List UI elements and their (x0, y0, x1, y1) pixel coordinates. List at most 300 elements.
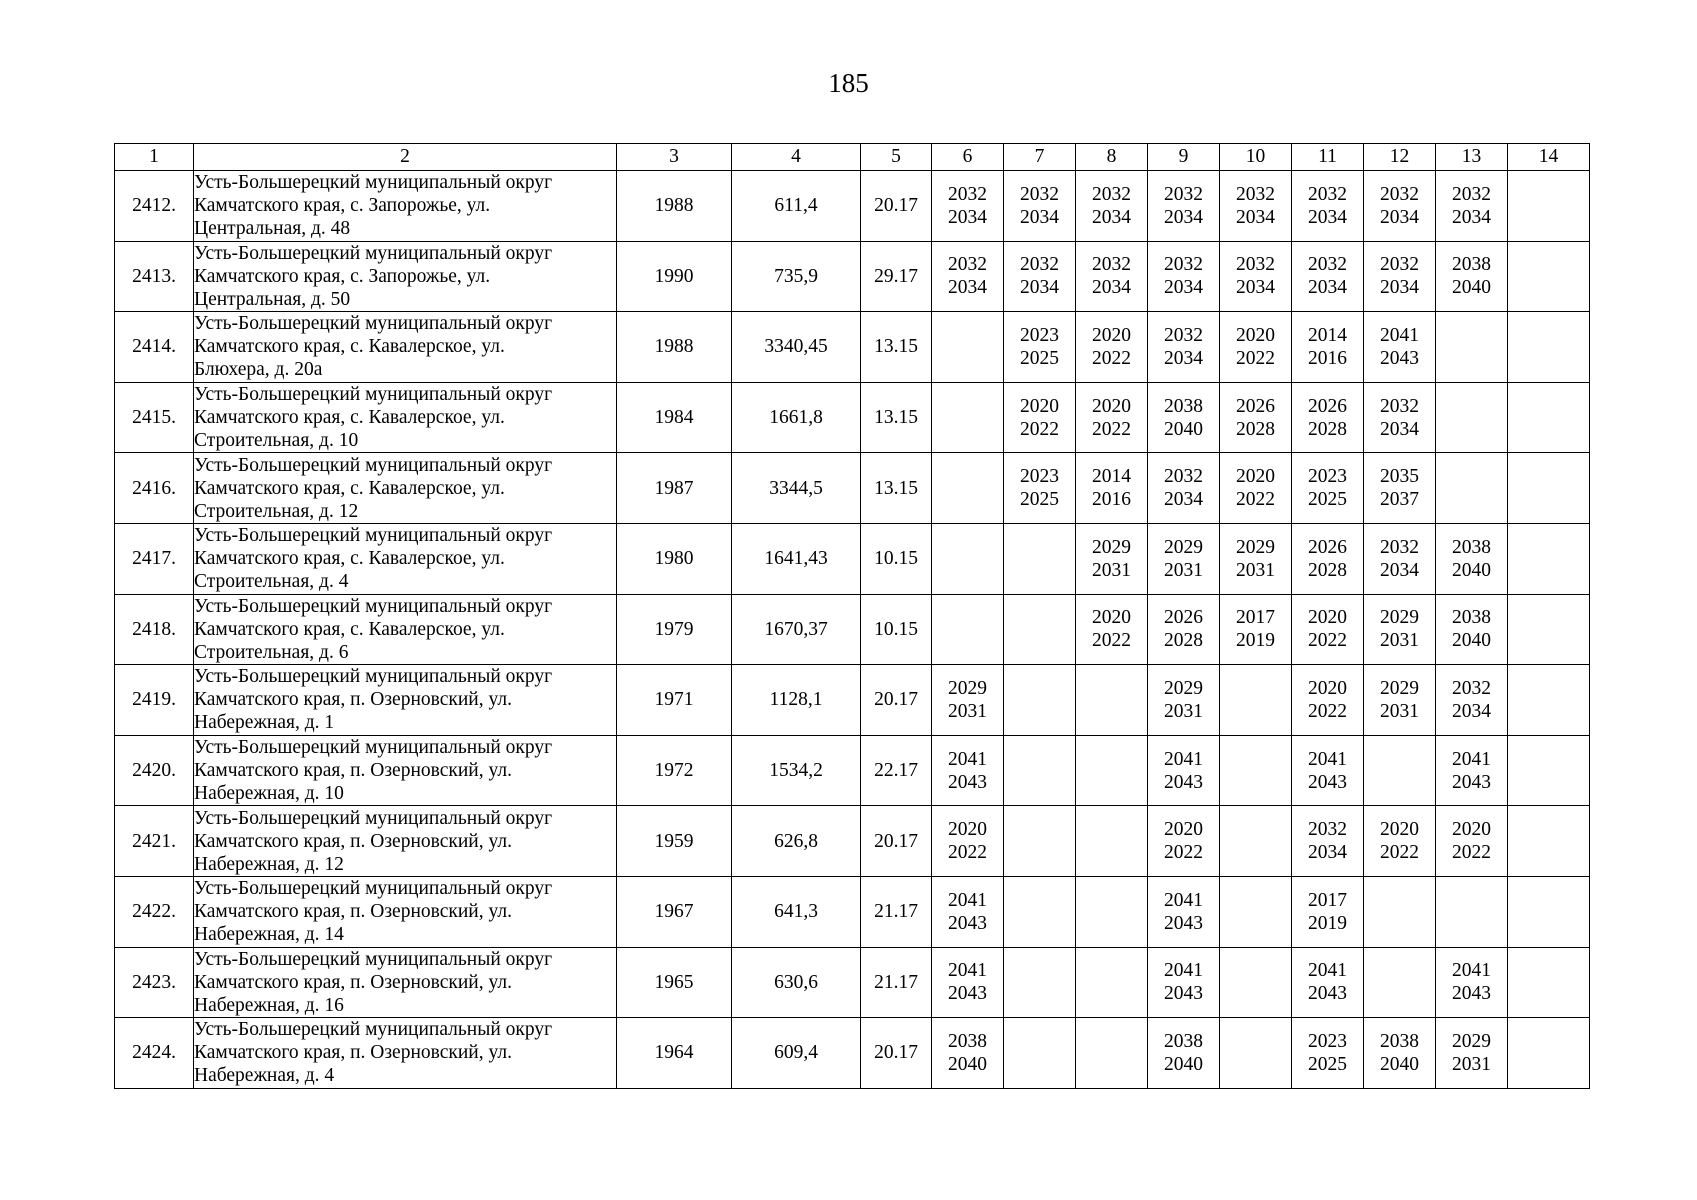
address-line: Камчатского края, п. Озерновский, ул. (194, 971, 512, 993)
period-cell (1004, 594, 1076, 665)
period-start: 2041 (1164, 889, 1203, 911)
address-line: Усть-Большерецкий муниципальный округ (194, 242, 553, 264)
period-cell (1436, 876, 1508, 947)
area-cell: 1641,43 (732, 523, 861, 594)
period-cell (1220, 665, 1292, 736)
address-line: Камчатского края, п. Озерновский, ул. (194, 830, 512, 852)
address-cell (194, 594, 617, 665)
period-cell (1292, 735, 1364, 806)
period-end: 2034 (948, 206, 987, 228)
period-start: 2020 (1380, 819, 1419, 841)
address-line: Камчатского края, с. Кавалерское, ул. (194, 407, 505, 429)
address-line: Набережная, д. 1 (194, 712, 335, 734)
period-start: 2032 (1452, 677, 1491, 699)
period-cell (1220, 523, 1292, 594)
period-end: 2022 (1020, 418, 1059, 440)
address-cell (194, 735, 617, 806)
period-end: 2034 (1308, 206, 1347, 228)
year-cell: 1972 (617, 735, 732, 806)
period-cell (1364, 665, 1436, 736)
period-end: 2040 (1164, 418, 1203, 440)
period-start: 2023 (1020, 466, 1059, 488)
period-start: 2041 (1308, 748, 1347, 770)
period-cell (1076, 241, 1148, 312)
code-cell: 10.15 (861, 594, 932, 665)
period-end: 2043 (948, 983, 987, 1005)
address-line: Центральная, д. 48 (194, 218, 351, 240)
address-line: Усть-Большерецкий муниципальный округ (194, 454, 553, 476)
address-cell (194, 806, 617, 877)
code-cell: 20.17 (861, 171, 932, 242)
period-end: 2034 (1380, 559, 1419, 581)
period-end: 2034 (1236, 206, 1275, 228)
period-cell (1148, 947, 1220, 1018)
period-cell (1076, 735, 1148, 806)
period-cell (1436, 453, 1508, 524)
period-cell (1364, 735, 1436, 806)
period-end: 2043 (1308, 983, 1347, 1005)
period-cell (932, 382, 1004, 453)
period-cell (1508, 806, 1590, 877)
period-cell (1364, 453, 1436, 524)
period-end: 2040 (1164, 1053, 1203, 1075)
period-cell (1148, 382, 1220, 453)
period-cell (1436, 947, 1508, 1018)
area-cell: 3340,45 (732, 312, 861, 383)
year-cell: 1988 (617, 312, 732, 383)
address-line: Усть-Большерецкий муниципальный округ (194, 172, 553, 194)
period-cell (1004, 1018, 1076, 1089)
period-cell (932, 523, 1004, 594)
period-start: 2038 (1452, 254, 1491, 276)
period-start: 2032 (1236, 183, 1275, 205)
period-cell (932, 947, 1004, 1018)
period-cell (932, 171, 1004, 242)
code-cell: 21.17 (861, 947, 932, 1018)
period-end: 2034 (1020, 206, 1059, 228)
table-body (115, 171, 1590, 1089)
period-cell (1004, 523, 1076, 594)
period-cell (1004, 806, 1076, 877)
address-line: Усть-Большерецкий муниципальный округ (194, 595, 553, 617)
period-end: 2016 (1308, 347, 1347, 369)
period-cell (1436, 594, 1508, 665)
period-end: 2025 (1308, 489, 1347, 511)
address-line: Камчатского края, с. Кавалерское, ул. (194, 336, 505, 358)
period-end: 2034 (1236, 277, 1275, 299)
period-start: 2032 (1236, 254, 1275, 276)
period-cell (1292, 665, 1364, 736)
period-start: 2020 (1092, 395, 1131, 417)
period-start: 2017 (1236, 607, 1275, 629)
address-cell (194, 523, 617, 594)
address-line: Строительная, д. 4 (194, 571, 349, 593)
period-cell (1220, 241, 1292, 312)
address-line: Камчатского края, п. Озерновский, ул. (194, 760, 512, 782)
period-start: 2029 (1164, 536, 1203, 558)
table-row (115, 947, 1590, 1018)
address-line: Набережная, д. 12 (194, 853, 344, 875)
area-cell: 611,4 (732, 171, 861, 242)
period-cell (1220, 806, 1292, 877)
area-cell: 609,4 (732, 1018, 861, 1089)
period-start: 2032 (1164, 324, 1203, 346)
period-start: 2041 (1308, 960, 1347, 982)
period-cell (1148, 171, 1220, 242)
period-cell (1004, 241, 1076, 312)
address-cell (194, 947, 617, 1018)
row-number: 2416. (115, 453, 194, 524)
address-line: Усть-Большерецкий муниципальный округ (194, 313, 553, 335)
period-cell (1076, 523, 1148, 594)
period-cell (1292, 1018, 1364, 1089)
period-cell (1220, 594, 1292, 665)
period-cell (932, 1018, 1004, 1089)
period-start: 2029 (1452, 1030, 1491, 1052)
period-start: 2029 (1092, 536, 1131, 558)
address-line: Строительная, д. 6 (194, 641, 349, 663)
period-cell (932, 876, 1004, 947)
address-line: Усть-Большерецкий муниципальный округ (194, 666, 553, 688)
period-cell (1220, 171, 1292, 242)
column-header: 1 (115, 144, 194, 171)
period-start: 2032 (1164, 254, 1203, 276)
period-cell (1508, 876, 1590, 947)
code-cell: 13.15 (861, 453, 932, 524)
table-row (115, 1018, 1590, 1089)
code-cell: 21.17 (861, 876, 932, 947)
period-cell (1220, 312, 1292, 383)
period-cell (1436, 735, 1508, 806)
period-cell (1004, 735, 1076, 806)
column-header: 5 (861, 144, 932, 171)
period-cell (1004, 947, 1076, 1018)
period-cell (1220, 876, 1292, 947)
period-cell (1436, 382, 1508, 453)
period-end: 2019 (1236, 630, 1275, 652)
period-end: 2040 (948, 1053, 987, 1075)
period-cell (1292, 453, 1364, 524)
period-cell (1004, 382, 1076, 453)
area-cell: 1661,8 (732, 382, 861, 453)
period-end: 2043 (1452, 771, 1491, 793)
period-start: 2038 (1164, 1030, 1203, 1052)
code-cell: 29.17 (861, 241, 932, 312)
period-start: 2041 (948, 748, 987, 770)
period-cell (1508, 312, 1590, 383)
address-line: Камчатского края, с. Кавалерское, ул. (194, 477, 505, 499)
area-cell: 1534,2 (732, 735, 861, 806)
period-cell (1508, 1018, 1590, 1089)
period-start: 2020 (1236, 324, 1275, 346)
row-number: 2422. (115, 876, 194, 947)
area-cell: 735,9 (732, 241, 861, 312)
period-cell (1292, 806, 1364, 877)
period-end: 2034 (1380, 418, 1419, 440)
period-cell (1148, 523, 1220, 594)
period-cell (1076, 312, 1148, 383)
area-cell: 630,6 (732, 947, 861, 1018)
period-start: 2032 (1308, 819, 1347, 841)
period-cell (1364, 523, 1436, 594)
address-line: Камчатского края, с. Кавалерское, ул. (194, 618, 505, 640)
period-end: 2034 (1020, 277, 1059, 299)
column-header: 3 (617, 144, 732, 171)
period-end: 2028 (1164, 630, 1203, 652)
period-cell (1076, 876, 1148, 947)
period-cell (1292, 171, 1364, 242)
table-row (115, 241, 1590, 312)
period-cell (932, 594, 1004, 665)
period-start: 2020 (1092, 324, 1131, 346)
area-cell: 626,8 (732, 806, 861, 877)
period-end: 2043 (1452, 983, 1491, 1005)
period-cell (1508, 735, 1590, 806)
area-cell: 1670,37 (732, 594, 861, 665)
period-cell (1364, 806, 1436, 877)
period-cell (1292, 523, 1364, 594)
area-cell: 3344,5 (732, 453, 861, 524)
year-cell: 1965 (617, 947, 732, 1018)
column-header: 11 (1292, 144, 1364, 171)
period-cell (1076, 594, 1148, 665)
period-start: 2020 (1020, 395, 1059, 417)
period-start: 2020 (1308, 607, 1347, 629)
row-number: 2421. (115, 806, 194, 877)
period-cell (1436, 523, 1508, 594)
period-cell (1004, 876, 1076, 947)
period-start: 2029 (1380, 607, 1419, 629)
year-cell: 1987 (617, 453, 732, 524)
period-start: 2041 (1452, 748, 1491, 770)
period-cell (1076, 665, 1148, 736)
period-start: 2032 (1380, 536, 1419, 558)
period-cell (1508, 594, 1590, 665)
row-number: 2413. (115, 241, 194, 312)
period-cell (1364, 312, 1436, 383)
row-number: 2423. (115, 947, 194, 1018)
column-header: 12 (1364, 144, 1436, 171)
period-end: 2022 (1164, 842, 1203, 864)
period-end: 2028 (1308, 418, 1347, 440)
address-cell (194, 312, 617, 383)
code-cell: 22.17 (861, 735, 932, 806)
period-cell (1148, 1018, 1220, 1089)
code-cell: 10.15 (861, 523, 932, 594)
period-end: 2040 (1452, 277, 1491, 299)
column-header: 6 (932, 144, 1004, 171)
period-start: 2032 (948, 183, 987, 205)
period-start: 2038 (1164, 395, 1203, 417)
year-cell: 1967 (617, 876, 732, 947)
period-end: 2028 (1308, 559, 1347, 581)
address-line: Усть-Большерецкий муниципальный округ (194, 807, 553, 829)
table-row (115, 382, 1590, 453)
period-cell (1148, 312, 1220, 383)
period-start: 2026 (1308, 395, 1347, 417)
code-cell: 20.17 (861, 665, 932, 736)
period-end: 2040 (1380, 1053, 1419, 1075)
period-cell (1364, 382, 1436, 453)
address-cell (194, 453, 617, 524)
period-cell (1364, 171, 1436, 242)
address-cell (194, 241, 617, 312)
address-line: Центральная, д. 50 (194, 288, 351, 310)
period-cell (1076, 171, 1148, 242)
area-cell: 641,3 (732, 876, 861, 947)
period-end: 2034 (1164, 347, 1203, 369)
period-end: 2034 (1452, 700, 1491, 722)
address-line: Камчатского края, с. Запорожье, ул. (194, 265, 491, 287)
column-header: 13 (1436, 144, 1508, 171)
period-start: 2041 (948, 960, 987, 982)
period-end: 2043 (948, 771, 987, 793)
address-line: Камчатского края, п. Озерновский, ул. (194, 901, 512, 923)
period-cell (1292, 241, 1364, 312)
period-start: 2020 (1452, 819, 1491, 841)
period-end: 2037 (1380, 489, 1419, 511)
table-row (115, 171, 1590, 242)
year-cell: 1980 (617, 523, 732, 594)
row-number: 2418. (115, 594, 194, 665)
period-start: 2029 (1380, 677, 1419, 699)
period-start: 2032 (1020, 183, 1059, 205)
period-end: 2016 (1092, 489, 1131, 511)
period-cell (1076, 806, 1148, 877)
period-cell (1364, 947, 1436, 1018)
period-cell (1004, 453, 1076, 524)
period-end: 2022 (1452, 842, 1491, 864)
period-end: 2034 (1092, 277, 1131, 299)
row-number: 2419. (115, 665, 194, 736)
address-line: Усть-Большерецкий муниципальный округ (194, 1019, 553, 1041)
address-cell (194, 1018, 617, 1089)
address-line: Строительная, д. 10 (194, 430, 359, 452)
table-row (115, 665, 1590, 736)
period-end: 2043 (1164, 912, 1203, 934)
period-start: 2038 (1452, 607, 1491, 629)
period-end: 2034 (1308, 842, 1347, 864)
address-cell (194, 876, 617, 947)
period-start: 2032 (1452, 183, 1491, 205)
period-start: 2038 (948, 1030, 987, 1052)
period-end: 2043 (1164, 983, 1203, 1005)
address-line: Набережная, д. 4 (194, 1065, 335, 1087)
period-start: 2041 (1164, 748, 1203, 770)
period-cell (1436, 1018, 1508, 1089)
period-end: 2022 (1092, 347, 1131, 369)
period-cell (1508, 665, 1590, 736)
period-end: 2043 (948, 912, 987, 934)
row-number: 2412. (115, 171, 194, 242)
table-row (115, 594, 1590, 665)
period-end: 2031 (1164, 700, 1203, 722)
address-line: Блюхера, д. 20а (194, 359, 323, 381)
period-end: 2031 (1164, 559, 1203, 581)
period-end: 2034 (1308, 277, 1347, 299)
address-line: Усть-Большерецкий муниципальный округ (194, 525, 553, 547)
year-cell: 1984 (617, 382, 732, 453)
period-cell (1220, 453, 1292, 524)
address-cell (194, 382, 617, 453)
page-number: 185 (828, 68, 869, 98)
period-start: 2023 (1308, 1030, 1347, 1052)
period-cell (1364, 594, 1436, 665)
header-row (115, 144, 1590, 171)
period-end: 2034 (948, 277, 987, 299)
period-start: 2032 (1020, 254, 1059, 276)
period-end: 2022 (1236, 347, 1275, 369)
area-cell: 1128,1 (732, 665, 861, 736)
year-cell: 1979 (617, 594, 732, 665)
period-cell (1436, 171, 1508, 242)
period-cell (1292, 594, 1364, 665)
row-number: 2414. (115, 312, 194, 383)
period-end: 2043 (1308, 771, 1347, 793)
row-number: 2417. (115, 523, 194, 594)
registry-table (114, 143, 1590, 1089)
period-end: 2034 (1092, 206, 1131, 228)
address-line: Набережная, д. 10 (194, 783, 344, 805)
period-start: 2029 (1164, 677, 1203, 699)
period-cell (1148, 735, 1220, 806)
period-start: 2041 (948, 889, 987, 911)
table-row (115, 735, 1590, 806)
row-number: 2420. (115, 735, 194, 806)
period-cell (1436, 312, 1508, 383)
period-cell (1076, 453, 1148, 524)
period-end: 2040 (1452, 630, 1491, 652)
address-line: Набережная, д. 16 (194, 994, 344, 1016)
period-start: 2032 (1092, 183, 1131, 205)
period-start: 2020 (1308, 677, 1347, 699)
year-cell: 1971 (617, 665, 732, 736)
period-start: 2041 (1452, 960, 1491, 982)
period-cell (1508, 382, 1590, 453)
period-start: 2038 (1452, 536, 1491, 558)
period-end: 2043 (1380, 347, 1419, 369)
period-cell (1148, 665, 1220, 736)
row-number: 2415. (115, 382, 194, 453)
period-end: 2025 (1020, 489, 1059, 511)
table-row (115, 312, 1590, 383)
address-line: Усть-Большерецкий муниципальный округ (194, 878, 553, 900)
period-end: 2025 (1308, 1053, 1347, 1075)
period-start: 2041 (1380, 324, 1419, 346)
period-start: 2032 (1308, 183, 1347, 205)
period-start: 2026 (1236, 395, 1275, 417)
period-cell (1220, 1018, 1292, 1089)
period-end: 2031 (1380, 630, 1419, 652)
period-start: 2020 (1092, 607, 1131, 629)
period-end: 2022 (948, 842, 987, 864)
period-start: 2029 (1236, 536, 1275, 558)
period-start: 2041 (1164, 960, 1203, 982)
year-cell: 1964 (617, 1018, 732, 1089)
column-header: 8 (1076, 144, 1148, 171)
period-cell (1148, 876, 1220, 947)
period-cell (1220, 735, 1292, 806)
period-end: 2022 (1308, 630, 1347, 652)
period-cell (1364, 241, 1436, 312)
period-cell (932, 453, 1004, 524)
table-row (115, 453, 1590, 524)
address-line: Камчатского края, п. Озерновский, ул. (194, 689, 512, 711)
table-row (115, 523, 1590, 594)
period-end: 2019 (1308, 912, 1347, 934)
period-cell (1292, 947, 1364, 1018)
period-end: 2034 (1164, 277, 1203, 299)
